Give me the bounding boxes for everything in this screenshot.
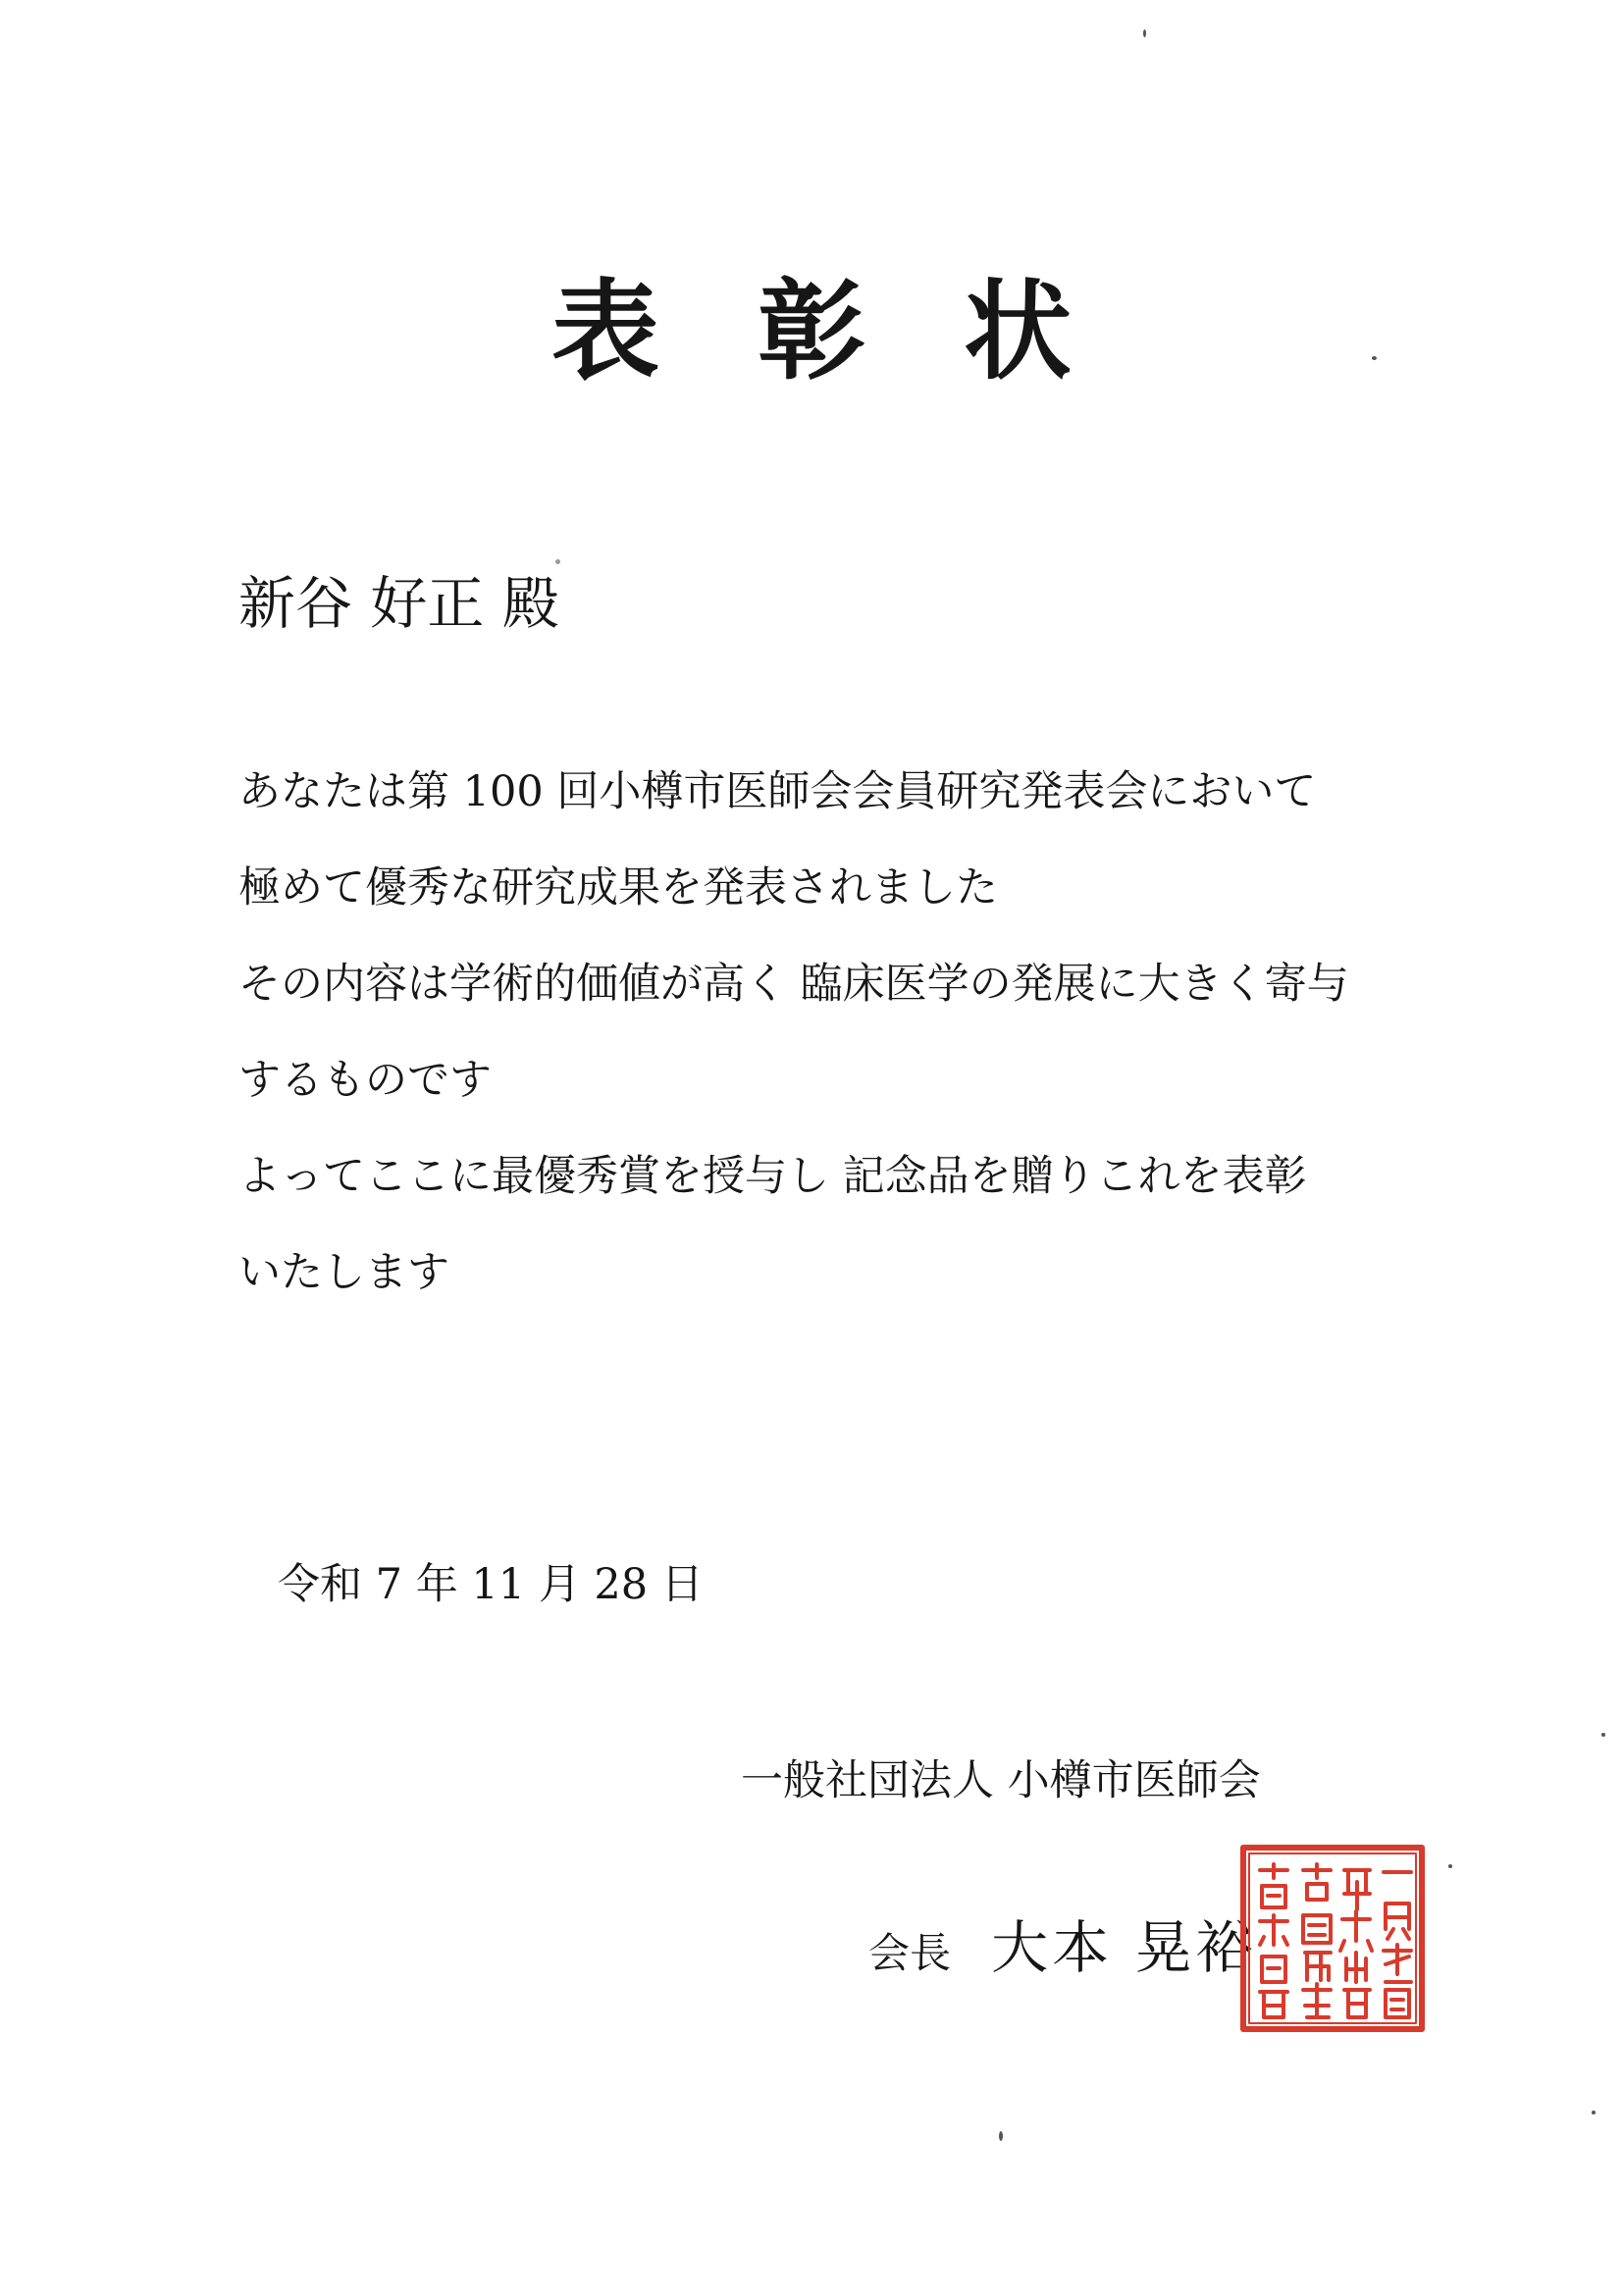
signer-title: 会長: [868, 1929, 952, 1977]
signer: [868, 1908, 1257, 2002]
issuing-organization: 一般社団法人 小樽市医師会: [741, 1756, 1261, 1805]
recipient-name: 新谷 好正 殿: [238, 570, 559, 637]
body-line: その内容は学術的価値が高く 臨床医学の発展に大きく寄与: [238, 960, 1349, 1009]
certificate-title: 表彰状: [551, 268, 1170, 394]
body-line: 極めて優秀な研究成果を発表されました: [238, 863, 998, 913]
scan-speck: [1592, 2111, 1596, 2114]
body-line: するものです: [238, 1056, 492, 1105]
scan-speck: [1143, 29, 1146, 37]
scan-speck: [1448, 1864, 1452, 1868]
scan-speck: [1601, 1733, 1605, 1737]
official-seal-icon: [1238, 1843, 1427, 2034]
body-line: あなたは第 100 回小樽市医師会会員研究発表会において: [238, 767, 1317, 816]
body-line: いたします: [238, 1248, 449, 1297]
award-date: 令和 7 年 11 月 28 日: [278, 1560, 704, 1609]
scan-speck: [1372, 356, 1377, 360]
body-line: よってここに最優秀賞を授与し 記念品を贈りこれを表彰: [238, 1152, 1307, 1201]
signer-name: 大本 晃裕: [991, 1914, 1257, 1981]
scan-speck: [555, 559, 560, 564]
scan-speck: [999, 2131, 1003, 2141]
